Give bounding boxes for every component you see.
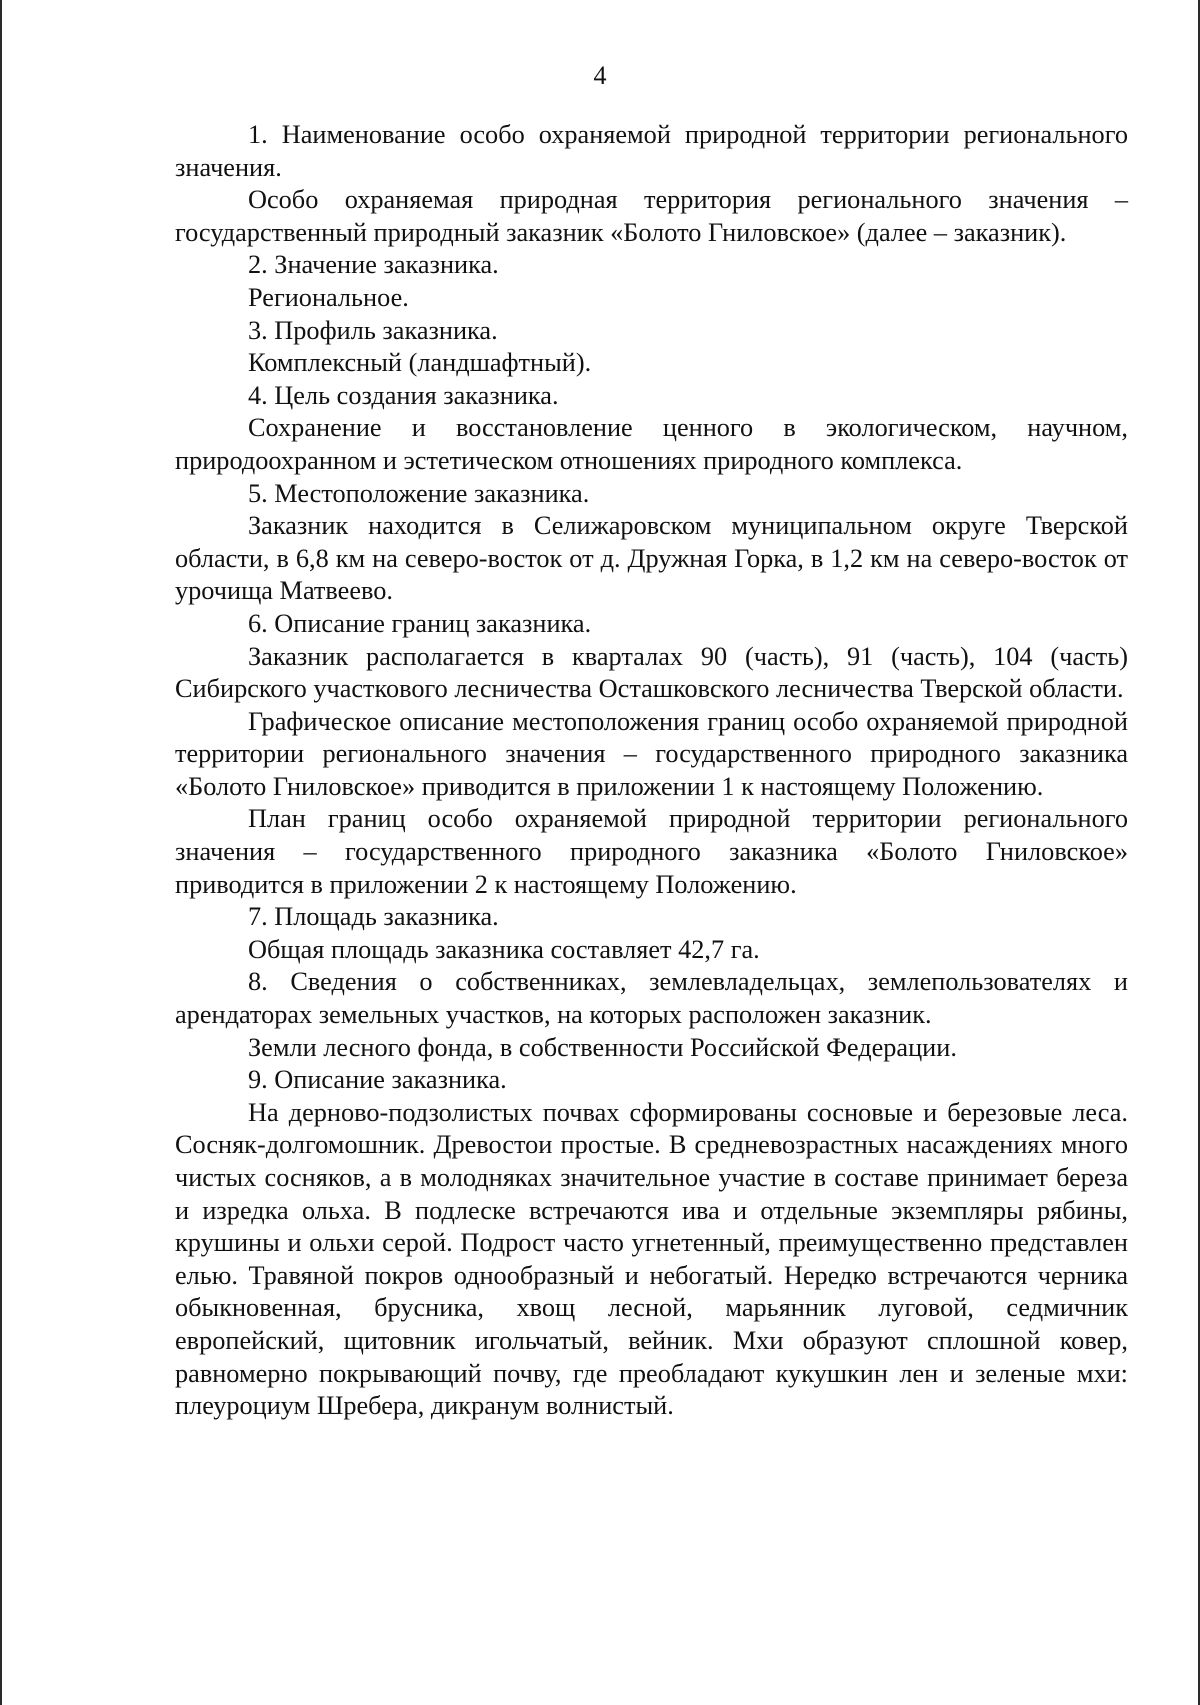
section-7-heading: 7. Площадь заказника. (248, 902, 499, 932)
section-7-text: Общая площадь заказника составляет 42,7 га. (248, 934, 760, 964)
section-2-text: Региональное. (248, 282, 409, 312)
section-8-heading: 8. Сведения о собственниках, землевладельцах, землепользователях и арендаторах земельных участков, на которых расположен заказник. (175, 967, 1128, 1030)
section-4-heading: 4. Цель создания заказника. (248, 380, 559, 410)
section-1-heading: 1. Наименование особо охраняемой природной территории регионального значения. (175, 120, 1128, 182)
section-9-heading: 9. Описание заказника. (248, 1065, 507, 1095)
section-6-text-location: Заказник располагается в кварталах 90 (часть), 91 (часть), 104 (часть) Сибирского участкового лесничества Осташковского лесничества Тверской области. (175, 641, 1128, 704)
section-8-text: Земли лесного фонда, в собственности Российской Федерации. (248, 1032, 957, 1062)
document-body (175, 119, 1128, 1423)
scan-edge-left (0, 0, 2, 1705)
section-3-text: Комплексный (ландшафтный). (248, 348, 592, 378)
section-6-text-graphic: Графическое описание местоположения границ особо охраняемой природной территории регионального значения – государственного природного заказника «Болото Гниловское» приводится в приложении 1 к настоящему Положению. (175, 706, 1128, 801)
section-5-text: Заказник находится в Селижаровском муниципальном округе Тверской области, в 6,8 км на северо-восток от д. Дружная Горка, в 1,2 км на северо-восток от урочища Матвеево. (175, 511, 1128, 606)
section-6-text-plan: План границ особо охраняемой природной территории регионального значения – государственного природного заказника «Болото Гниловское» приводится в приложении 2 к настоящему Положению. (175, 804, 1128, 899)
section-1-text: Особо охраняемая природная территория регионального значения – государственный природный заказник «Болото Гниловское» (далее – заказник). (175, 185, 1128, 247)
page-number: 4 (593, 61, 607, 90)
section-3-heading: 3. Профиль заказника. (248, 315, 498, 345)
section-5-heading: 5. Местоположение заказника. (248, 478, 590, 508)
section-9-text: На дерново-подзолистых почвах сформированы сосновые и березовые леса. Сосняк-долгомошник. Древостои простые. В средневозрастных насаждениях много чистых сосняков, а в молодняках значительное участие в составе принимает береза и изредка ольха. В подлеске встречаются ива и отдельные экземпляры рябины, крушины и ольхи серой. Подрост часто угнетенный, преимущественно представлен елью. Травяной покров однообразный и небогатый. Нередко встречаются черника обыкновенная, брусника, хвощ лесной, марьянник луговой, седмичник европейский, щитовник игольчатый, вейник. Мхи образуют сплошной ковер, равномерно покрывающий почву, где преобладают кукушкин лен и зеленые мхи: плеуроциум Шребера, дикранум волнистый. (175, 1097, 1128, 1421)
section-2-heading: 2. Значение заказника. (248, 250, 499, 280)
section-4-text: Сохранение и восстановление ценного в экологическом, научном, природоохранном и эстетическом отношениях природного комплекса. (175, 413, 1128, 475)
section-6-heading: 6. Описание границ заказника. (248, 608, 592, 638)
